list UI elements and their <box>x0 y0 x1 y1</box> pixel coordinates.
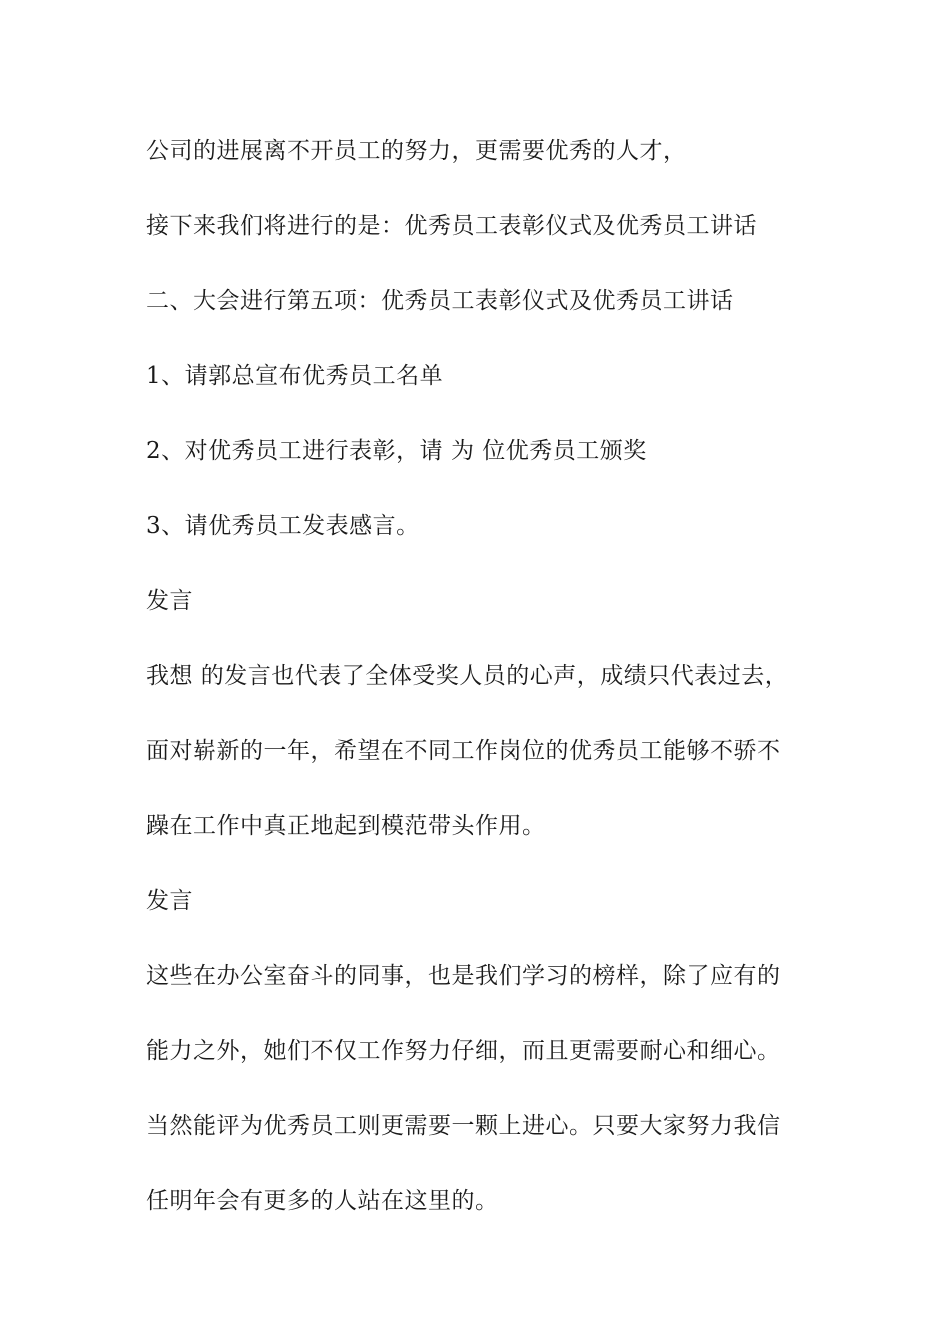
paragraph-line: 任明年会有更多的人站在这里的。 <box>146 1188 499 1214</box>
paragraph-line: 当然能评为优秀员工则更需要一颗上进心。只要大家努力我信 <box>146 1113 781 1139</box>
paragraph-line: 接下来我们将进行的是：优秀员工表彰仪式及优秀员工讲话 <box>146 213 757 239</box>
paragraph-line: 公司的进展离不开员工的努力，更需要优秀的人才， <box>146 138 687 164</box>
paragraph-line: 躁在工作中真正地起到模范带头作用。 <box>146 813 546 839</box>
speech-label: 发言 <box>146 588 193 614</box>
paragraph-line: 我想 的发言也代表了全体受奖人员的心声，成绩只代表过去， <box>146 663 789 689</box>
list-item: 1、请郭总宣布优秀员工名单 <box>146 363 444 389</box>
paragraph-line: 面对崭新的一年，希望在不同工作岗位的优秀员工能够不骄不 <box>146 738 781 764</box>
speech-label: 发言 <box>146 888 193 914</box>
paragraph-line: 这些在办公室奋斗的同事，也是我们学习的榜样，除了应有的 <box>146 963 781 989</box>
paragraph-line: 能力之外，她们不仅工作努力仔细，而且更需要耐心和细心。 <box>146 1038 781 1064</box>
list-item: 2、对优秀员工进行表彰，请 为 位优秀员工颁奖 <box>146 438 647 464</box>
section-heading: 二、大会进行第五项：优秀员工表彰仪式及优秀员工讲话 <box>146 288 734 314</box>
list-item: 3、请优秀员工发表感言。 <box>146 513 420 539</box>
